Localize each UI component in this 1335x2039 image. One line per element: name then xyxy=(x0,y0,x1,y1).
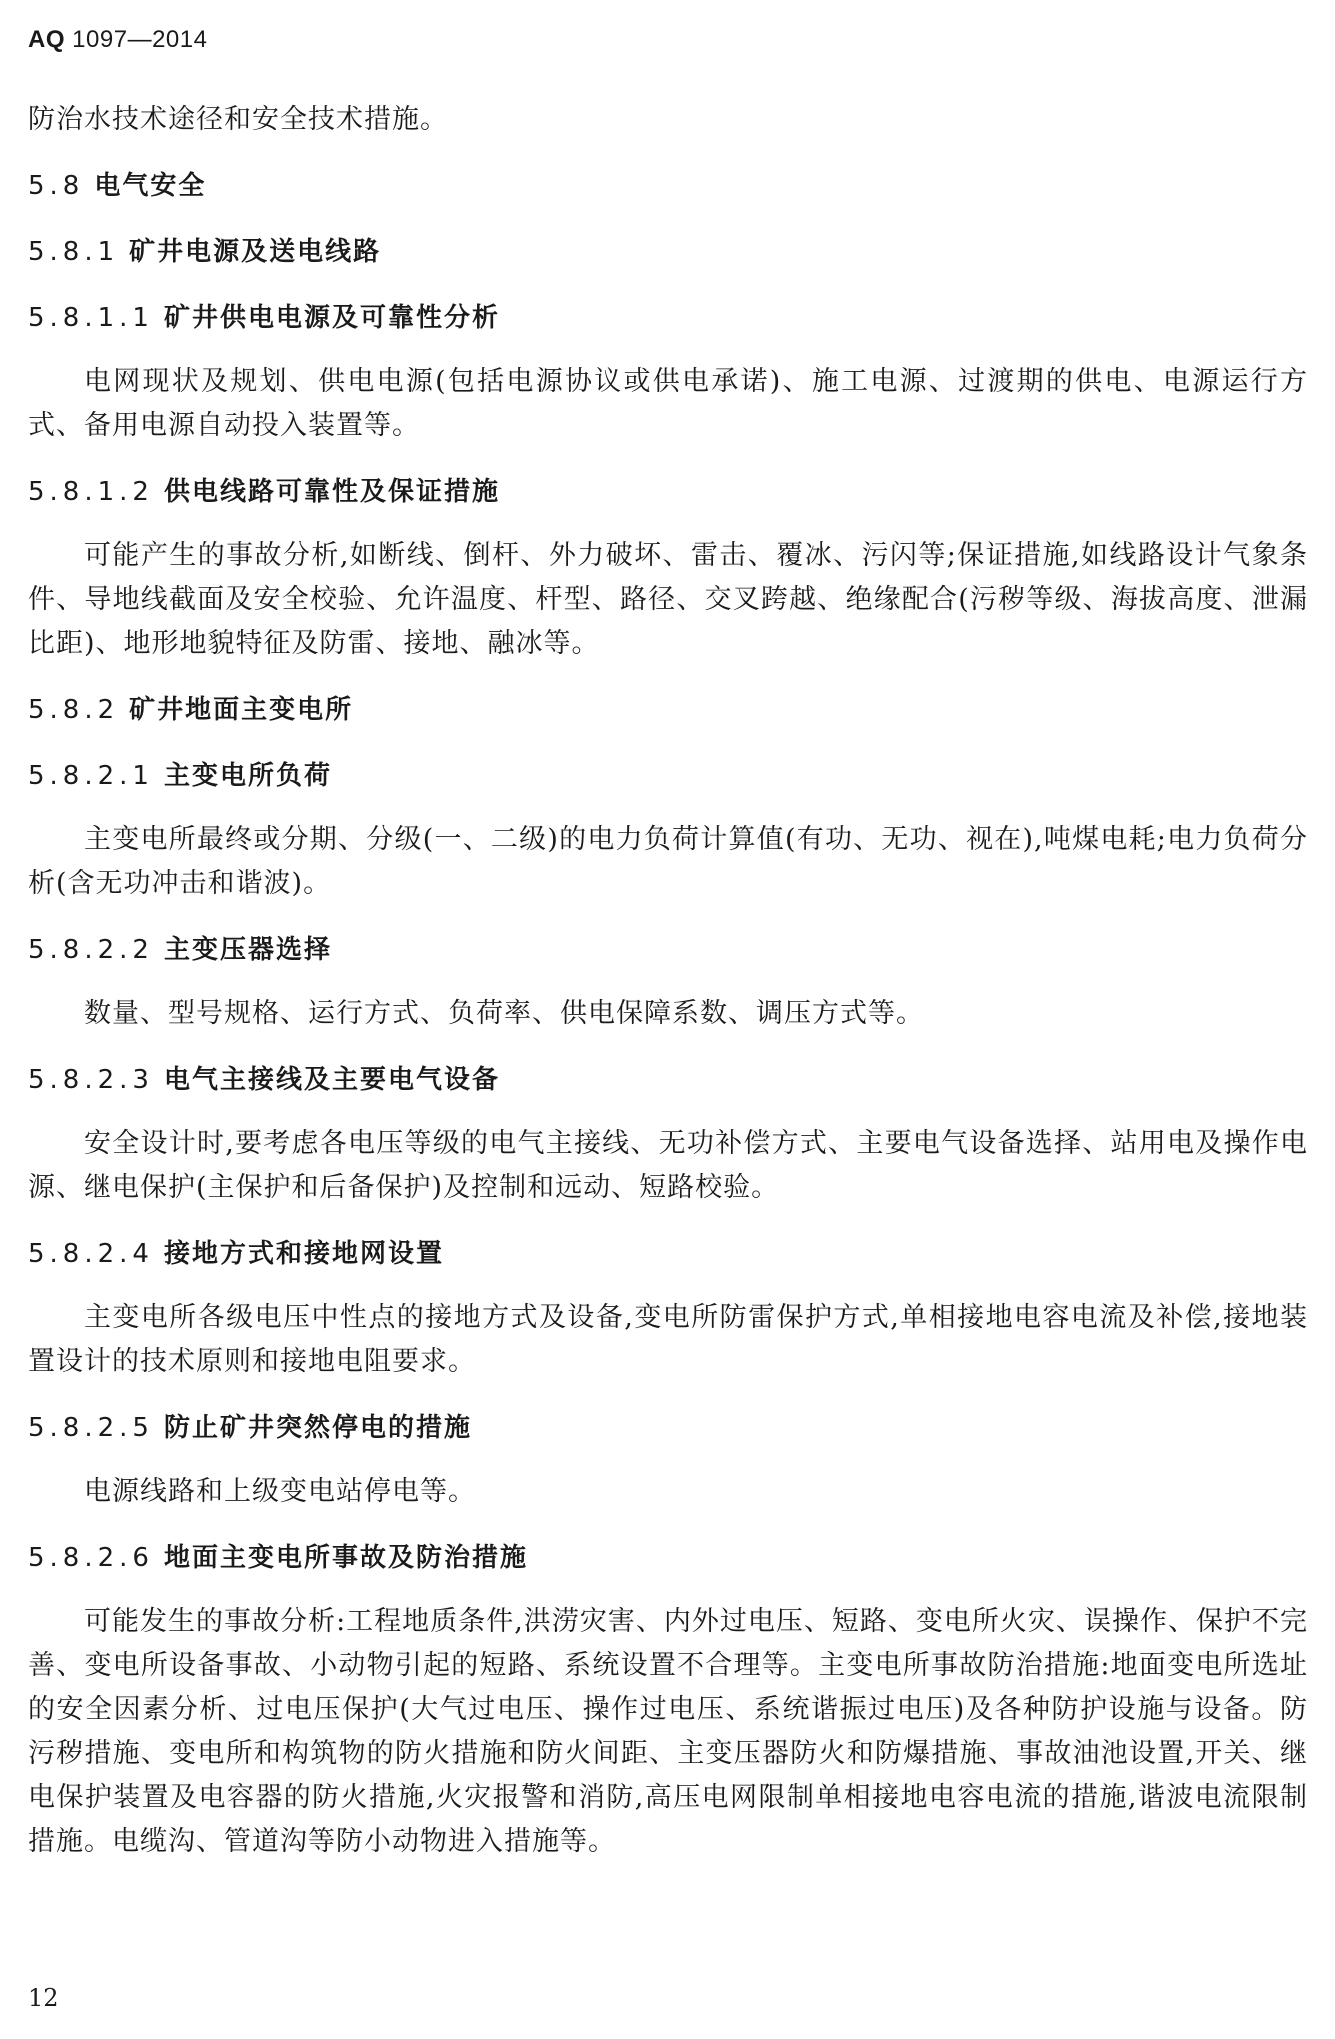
section-heading xyxy=(28,1536,1308,1580)
spacer xyxy=(28,798,1308,818)
document-body xyxy=(28,98,1308,1864)
running-header xyxy=(28,26,207,54)
spacer xyxy=(28,666,1308,688)
spacer xyxy=(28,732,1308,754)
spacer xyxy=(28,1450,1308,1470)
section-title: 电气安全 xyxy=(94,171,207,201)
spacer xyxy=(28,906,1308,928)
section-number: 5.8.2.4 xyxy=(28,1239,154,1269)
section-title: 防止矿井突然停电的措施 xyxy=(163,1413,472,1443)
section-number: 5.8.2.3 xyxy=(28,1065,154,1095)
body-paragraph: 主变电所最终或分期、分级(一、二级)的电力负荷计算值(有功、无功、视在),吨煤电耗;电力负荷分析(含无功冲击和谐波)。 xyxy=(28,824,1308,899)
section-number: 5.8.1.2 xyxy=(28,477,154,507)
page-number: 12 xyxy=(28,1984,59,2012)
body-paragraph: 可能发生的事故分析:工程地质条件,洪涝灾害、内外过电压、短路、变电所火灾、误操作、保护不完善、变电所设备事故、小动物引起的短路、系统设置不合理等。主变电所事故防治措施:地面变电所选址的安全因素分析、过电压保护(大气过电压、操作过电压、系统谐振过电压)及各种防护设施与设备。防污秽措施、变电所和构筑物的防火措施和防火间距、主变压器防火和防爆措施、事故油池设置,开关、继电保护装置及电容器的防火措施,火灾报警和消防,高压电网限制单相接地电容电流的措施,谐波电流限制措施。电缆沟、管道沟等防小动物进入措施等。 xyxy=(28,1606,1308,1857)
section-title: 主变电所负荷 xyxy=(163,761,332,791)
section-number: 5.8.2.6 xyxy=(28,1543,154,1573)
spacer xyxy=(28,1514,1308,1536)
section-title: 供电线路可靠性及保证措施 xyxy=(163,477,500,507)
section-heading xyxy=(28,928,1308,972)
body-paragraph: 防治水技术途径和安全技术措施。 xyxy=(28,104,448,135)
spacer xyxy=(28,1276,1308,1296)
section-number: 5.8.1.1 xyxy=(28,303,154,333)
section-title: 矿井供电电源及可靠性分析 xyxy=(163,303,500,333)
section-heading xyxy=(28,230,1308,274)
section-title: 矿井电源及送电线路 xyxy=(129,237,382,267)
section-heading xyxy=(28,688,1308,732)
body-paragraph: 电源线路和上级变电站停电等。 xyxy=(84,1476,476,1507)
body-paragraph: 数量、型号规格、运行方式、负荷率、供电保障系数、调压方式等。 xyxy=(84,998,924,1029)
section-title: 地面主变电所事故及防治措施 xyxy=(163,1543,528,1573)
body-paragraph: 安全设计时,要考虑各电压等级的电气主接线、无功补偿方式、主要电气设备选择、站用电及操作电源、继电保护(主保护和后备保护)及控制和远动、短路校验。 xyxy=(28,1128,1308,1203)
section-heading xyxy=(28,470,1308,514)
spacer xyxy=(28,274,1308,296)
section-heading xyxy=(28,296,1308,340)
section-title: 电气主接线及主要电气设备 xyxy=(163,1065,500,1095)
section-number: 5.8.1 xyxy=(28,237,120,267)
spacer xyxy=(28,340,1308,360)
standard-code: AQ xyxy=(28,26,65,53)
section-title: 主变压器选择 xyxy=(163,935,332,965)
body-paragraph: 电网现状及规划、供电电源(包括电源协议或供电承诺)、施工电源、过渡期的供电、电源运行方式、备用电源自动投入装置等。 xyxy=(28,366,1308,441)
section-heading xyxy=(28,1232,1308,1276)
section-heading xyxy=(28,1406,1308,1450)
body-paragraph: 可能产生的事故分析,如断线、倒杆、外力破坏、雷击、覆冰、污闪等;保证措施,如线路设计气象条件、导地线截面及安全校验、允许温度、杆型、路径、交叉跨越、绝缘配合(污秽等级、海拔高度、泄漏比距)、地形地貌特征及防雷、接地、融冰等。 xyxy=(28,540,1308,659)
section-number: 5.8.2 xyxy=(28,695,120,725)
spacer xyxy=(28,972,1308,992)
spacer xyxy=(28,142,1308,164)
spacer xyxy=(28,1210,1308,1232)
body-paragraph: 主变电所各级电压中性点的接地方式及设备,变电所防雷保护方式,单相接地电容电流及补偿,接地装置设计的技术原则和接地电阻要求。 xyxy=(28,1302,1308,1377)
spacer xyxy=(28,448,1308,470)
standard-number: 1097—2014 xyxy=(72,26,208,53)
section-heading xyxy=(28,1058,1308,1102)
spacer xyxy=(28,514,1308,534)
section-number: 5.8.2.2 xyxy=(28,935,154,965)
section-number: 5.8.2.1 xyxy=(28,761,154,791)
spacer xyxy=(28,1384,1308,1406)
spacer xyxy=(28,1580,1308,1600)
spacer xyxy=(28,1036,1308,1058)
section-heading xyxy=(28,754,1308,798)
spacer xyxy=(28,208,1308,230)
spacer xyxy=(28,1102,1308,1122)
section-heading xyxy=(28,164,1308,208)
section-title: 矿井地面主变电所 xyxy=(129,695,354,725)
section-title: 接地方式和接地网设置 xyxy=(163,1239,444,1269)
section-number: 5.8 xyxy=(28,171,85,201)
section-number: 5.8.2.5 xyxy=(28,1413,154,1443)
